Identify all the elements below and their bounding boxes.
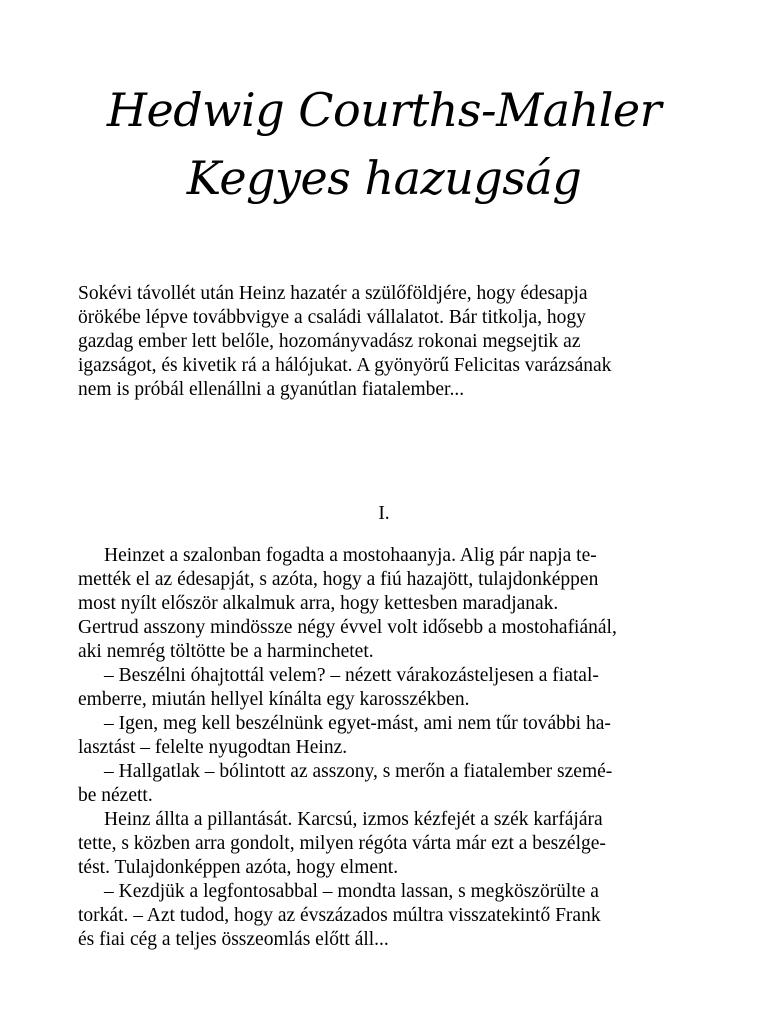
body-line: Heinz állta a pillantását. Karcsú, izmos kézfejét a szék karfájára [104,809,603,830]
body-line: – Hallgatlak – bólintott az asszony, s merőn a fiatalember szemé- [104,761,613,782]
body-line: tette, s közben arra gondolt, milyen régóta várta már ezt a beszélge- [78,833,606,854]
body-line: aki nemrég töltötte be a harminchetet. [78,641,374,662]
body-line: most nyílt először alkalmuk arra, hogy kettesben maradjanak. [78,593,559,614]
body-line: Gertrud asszony mindössze négy évvel volt idősebb a mostohafiánál, [78,617,617,638]
body-line: Heinzet a szalonban fogadta a mostohaanyja. Alig pár napja te- [104,545,597,566]
blurb-line: örökébe lépve továbbvigye a családi vállalatot. Bár titkolja, hogy [78,307,586,328]
body-line: lasztást – felelte nyugodtan Heinz. [78,737,348,758]
blurb-line: nem is próbál ellenállni a gyanútlan fiatalember... [78,379,465,400]
body-line: emberre, miután hellyel kínálta egy karosszékben. [78,689,470,710]
title-block [0,76,768,212]
body-line: és fiai cég a teljes összeomlás előtt áll... [78,929,389,950]
chapter-heading: I. [378,503,390,524]
body-line: tést. Tulajdonképpen azóta, hogy elment. [78,857,399,878]
blurb-line: Sokévi távollét után Heinz hazatér a szülőföldjére, hogy édesapja [78,283,588,304]
author-name: Hedwig Courths-Mahler [106,83,662,137]
blurb-line: igazságot, és kivetik rá a hálójukat. A gyönyörű Felicitas varázsának [78,355,612,376]
body-line: be nézett. [78,785,153,806]
chapter-body [78,544,698,952]
body-line: – Igen, meg kell beszélnünk egyet-mást, ami nem tűr további ha- [104,713,611,734]
body-line: – Kezdjük a legfontosabbal – mondta lassan, s megköszörülte a [104,881,599,902]
body-line: mették el az édesapját, s azóta, hogy a fiú hazajött, tulajdonképpen [78,569,599,590]
body-line: torkát. – Azt tudod, hogy az évszázados múltra visszatekintő Frank [78,905,601,926]
body-line: – Beszélni óhajtottál velem? – nézett várakozásteljesen a fiatal- [104,665,599,686]
book-title: Kegyes hazugság [186,151,582,205]
blurb-line: gazdag ember lett belőle, hozományvadász rokonai megsejtik az [78,331,581,352]
book-blurb [78,282,698,402]
